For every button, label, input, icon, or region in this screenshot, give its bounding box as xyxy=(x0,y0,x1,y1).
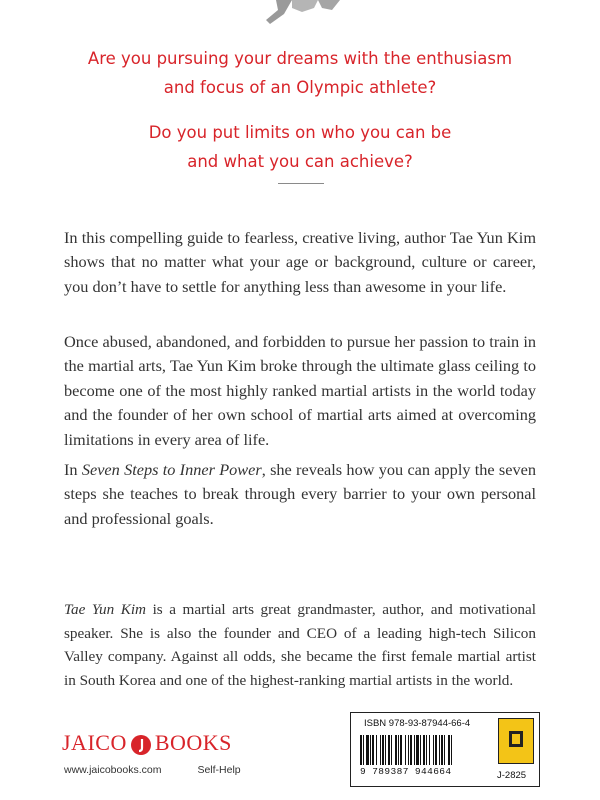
tagline-1-line-2: and focus of an Olympic athlete? xyxy=(163,78,437,97)
isbn-label: ISBN 978-93-87944-66-4 xyxy=(364,718,471,729)
price-tag-icon xyxy=(498,718,534,764)
paragraph-3-rest: , she reveals how you can apply the seven steps she teaches to break through every barrier to your own personal and professional goals. xyxy=(64,460,536,528)
price-code: J-2825 xyxy=(497,770,527,781)
jaico-emblem-icon xyxy=(130,734,152,756)
tagline-2-line-2: and what you can achieve? xyxy=(187,152,413,171)
author-bio xyxy=(64,598,536,692)
description-paragraph-3 xyxy=(64,458,536,531)
tagline-question-1 xyxy=(0,44,600,102)
book-category: Self-Help xyxy=(197,764,241,776)
divider-rule xyxy=(278,183,324,184)
martial-artist-figure-icon xyxy=(262,0,352,28)
tagline-question-2 xyxy=(0,118,600,176)
author-bio-text: is a martial arts great grandmaster, author, and motivational speaker. She is also the founder and CEO of a leading high-tech Silicon Valley company. Against all odds, she became the first female martial artist in South Korea and one of the highest-ranking martial artists in the world. xyxy=(64,601,536,689)
publisher-website: www.jaicobooks.com xyxy=(64,764,162,776)
publisher-name-left: JAICO xyxy=(62,730,127,755)
book-title: Seven Steps to Inner Power xyxy=(81,460,262,479)
publisher-logo xyxy=(62,730,272,760)
publisher-footer xyxy=(64,764,241,776)
paragraph-3-prefix: In xyxy=(64,460,82,479)
tagline-2-line-1: Do you put limits on who you can be xyxy=(148,123,452,142)
description-paragraph-2: Once abused, abandoned, and forbidden to pursue her passion to train in the martial arts, Tae Yun Kim broke through the ultimate glass ceiling to become one of the most highly ranked martial artists in the world today and the founder of her own school of martial arts aimed at overcoming limitations in every area of life. xyxy=(64,332,536,449)
barcode-digits: 9 789387 944664 xyxy=(360,766,452,777)
publisher-name-right: BOOKS xyxy=(154,730,232,755)
author-name: Tae Yun Kim xyxy=(64,601,147,618)
tagline-1-line-1: Are you pursuing your dreams with the enthusiasm xyxy=(87,49,513,68)
price-tag-emblem-icon xyxy=(499,719,533,763)
description-paragraph-1: In this compelling guide to fearless, creative living, author Tae Yun Kim shows that no matter what your age or background, culture or career, you don’t have to settle for anything less than awesome in your life. xyxy=(64,228,536,296)
barcode-icon xyxy=(360,735,488,765)
